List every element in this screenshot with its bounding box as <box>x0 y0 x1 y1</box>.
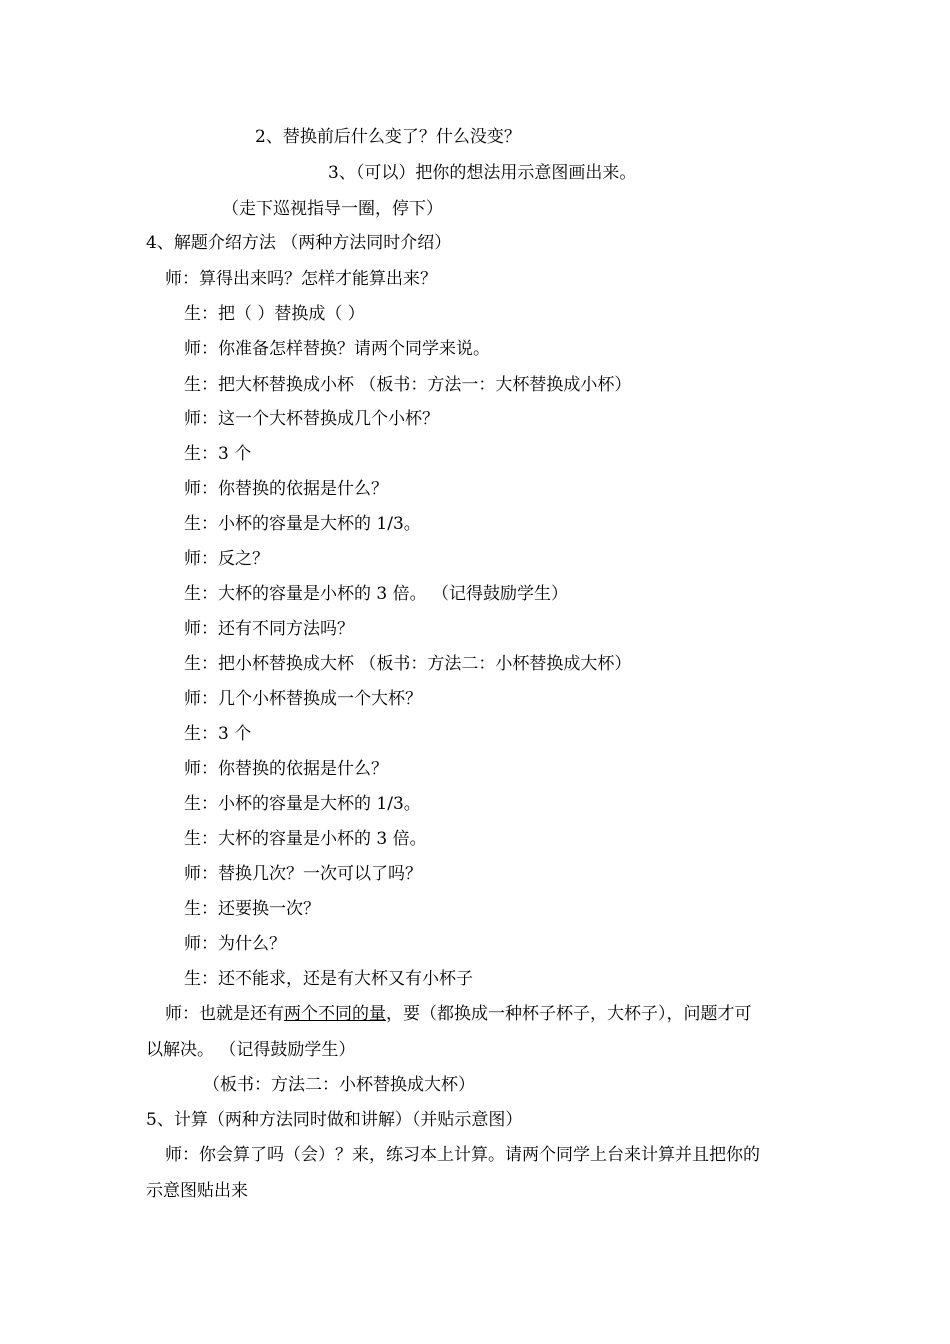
text-line: （走下巡视指导一圈，停下） <box>222 199 443 219</box>
dialogue-line: 生：还要换一次？ <box>184 899 320 919</box>
paragraph-line: 示意图贴出来 <box>146 1181 248 1201</box>
underlined-phrase: 两个不同的量 <box>284 1004 386 1024</box>
paragraph-text: 师：也就是还有 <box>165 1004 284 1024</box>
paragraph-line: 师：你会算了吗（会）？来，练习本上计算。请两个同学上台来计算并且把你的 <box>165 1145 760 1165</box>
dialogue-line: 师：为什么？ <box>184 934 286 954</box>
dialogue-line: 师：算得出来吗？怎样才能算出来？ <box>165 269 437 289</box>
text-line: 2、替换前后什么变了？什么没变？ <box>255 127 521 147</box>
dialogue-line: 师：替换几次？一次可以了吗？ <box>184 864 422 884</box>
section-heading: 4、解题介绍方法 （两种方法同时介绍） <box>146 233 452 253</box>
dialogue-line: 生：还不能求，还是有大杯又有小杯子 <box>184 969 473 989</box>
text-line: 3、（可以）把你的想法用示意图画出来。 <box>328 163 637 183</box>
dialogue-line: 生：把（ ）替换成（ ） <box>184 304 365 324</box>
section-heading: 5、计算（两种方法同时做和讲解）（并贴示意图） <box>146 1110 523 1130</box>
dialogue-line: 生：把大杯替换成小杯 （板书：方法一：大杯替换成小杯） <box>184 375 632 395</box>
dialogue-line: 师：反之？ <box>184 549 269 569</box>
dialogue-line: 师：几个小杯替换成一个大杯？ <box>184 689 422 709</box>
dialogue-line: 师：这一个大杯替换成几个小杯？ <box>184 409 439 429</box>
dialogue-line: 师：你替换的依据是什么？ <box>184 759 388 779</box>
dialogue-line: 生：大杯的容量是小杯的 3 倍。 （记得鼓励学生） <box>184 584 569 604</box>
dialogue-line: 师：你准备怎样替换？请两个同学来说。 <box>184 339 490 359</box>
paragraph-line: 以解决。 （记得鼓励学生） <box>146 1040 356 1060</box>
dialogue-line: 生：把小杯替换成大杯 （板书：方法二：小杯替换成大杯） <box>184 654 632 674</box>
dialogue-line: 师：还有不同方法吗？ <box>184 619 354 639</box>
paragraph-text: ，要（都换成一种杯子杯子，大杯子），问题才可 <box>386 1004 752 1024</box>
dialogue-line: 生：小杯的容量是大杯的 1/3。 <box>184 794 421 814</box>
text-line: （板书：方法二：小杯替换成大杯） <box>203 1075 475 1095</box>
dialogue-line: 生：大杯的容量是小杯的 3 倍。 <box>184 829 427 849</box>
dialogue-line: 师：你替换的依据是什么？ <box>184 479 388 499</box>
dialogue-line: 生：小杯的容量是大杯的 1/3。 <box>184 514 421 534</box>
paragraph-line <box>165 1003 752 1025</box>
dialogue-line: 生：3 个 <box>184 724 252 744</box>
dialogue-line: 生：3 个 <box>184 444 252 464</box>
